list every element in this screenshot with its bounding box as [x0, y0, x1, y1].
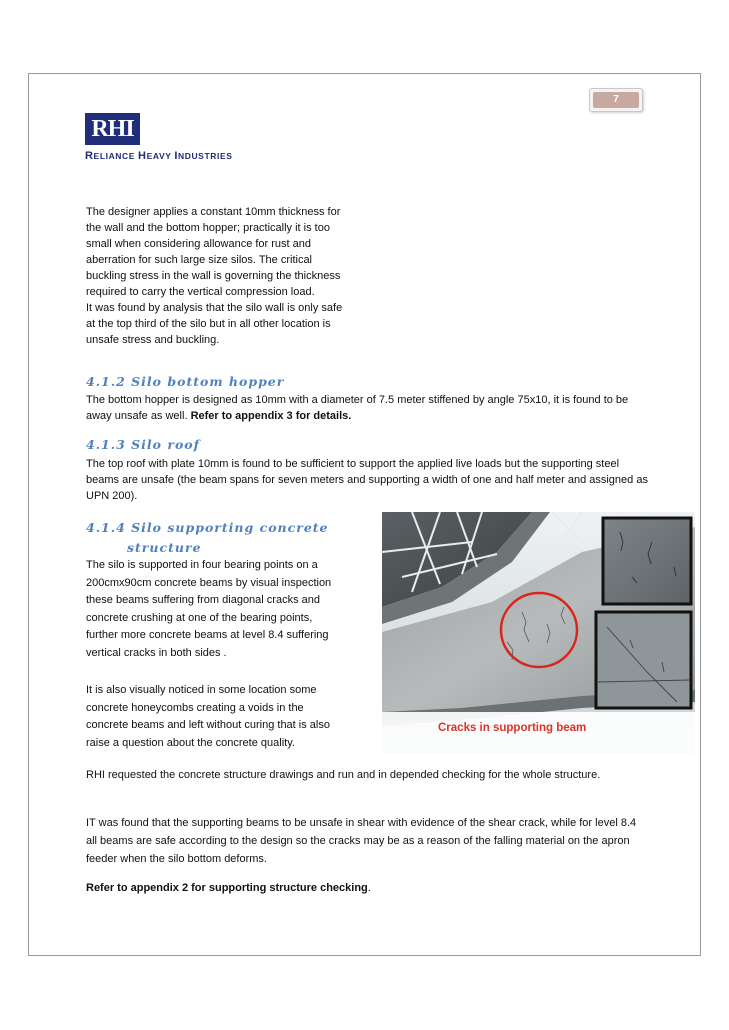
intro-line: at the top third of the silo but in all other location is — [86, 318, 331, 330]
intro-line: It was found by analysis that the silo wall is only safe — [86, 302, 343, 314]
section-4-1-4-para2 — [86, 682, 376, 752]
para-line: 200cmx90cm concrete beams by visual inspection — [86, 576, 332, 589]
para-line: concrete beams and left without curing that is also — [86, 719, 330, 731]
para-line: further more concrete beams at level 8.4 suffering — [86, 629, 329, 641]
heading-4-1-2: 4.1.2 Silo bottom hopper — [86, 374, 285, 389]
photo-caption: Cracks in supporting beam — [438, 722, 587, 734]
intro-line: small when considering allowance for rust and — [86, 238, 312, 250]
para-line: these beams suffering from diagonal cracks and — [86, 594, 320, 606]
para-line: The silo is supported in four bearing points on a — [86, 559, 318, 571]
intro-line: required to carry the vertical compression load. — [86, 286, 315, 298]
para-line: concrete crushing at one of the bearing points, — [86, 611, 313, 624]
heading-4-1-3: 4.1.3 Silo roof — [86, 437, 200, 452]
para-line: It is also visually noticed in some location some — [86, 684, 317, 696]
section-4-1-4-para4: IT was found that the supporting beams to be unsafe in shear with evidence of the shear crack, while for level 8.4 all beams are safe according to the design so the cracks may be as a reason of the falling material on the apron feeder when the silo bottom deforms. — [86, 817, 637, 865]
appendix-2-paragraph: Refer to appendix 2 for supporting structure checking. — [86, 882, 371, 894]
intro-line: the wall and the bottom hopper; practically it is too — [86, 222, 330, 234]
page-number-box — [589, 88, 643, 112]
section-4-1-2-text: The bottom hopper is designed as 10mm with a diameter of 7.5 meter stiffened by angle 75x10, it is found to be away unsafe as well. Refer to appendix 3 for details. — [86, 394, 629, 422]
intro-paragraph — [86, 204, 386, 348]
section-4-1-4-para3: RHI requested the concrete structure drawings and run and in depended checking for the whole structure. — [86, 769, 601, 781]
appendix-2-reference: Refer to appendix 2 for supporting structure checking — [86, 882, 368, 894]
beam-photo-illustration — [382, 512, 695, 754]
para-line: raise a question about the concrete quality. — [86, 736, 295, 749]
intro-line: The designer applies a constant 10mm thickness for — [86, 206, 341, 218]
beam-cracks-photo — [382, 512, 695, 754]
appendix-3-reference: Refer to appendix 3 for details. — [190, 410, 352, 422]
para-line: concrete honeycombs creating a voids in the — [86, 701, 304, 714]
para-line: vertical cracks in both sides . — [86, 646, 227, 659]
intro-line: unsafe stress and buckling. — [86, 334, 220, 346]
logo-name: RELIANCE HEAVY INDUSTRIES — [85, 150, 233, 162]
logo-mark: RHI — [85, 113, 140, 145]
heading-4-1-4: 4.1.4 Silo supporting concrete — [86, 520, 329, 535]
section-4-1-3-text: The top roof with plate 10mm is found to be sufficient to support the applied live loads but the supporting steel beams are unsafe (the beam spans for seven meters and supporting a width of one and half meter and assigned as UPN 200). — [86, 458, 648, 502]
heading-4-1-4-continued: structure — [127, 540, 202, 555]
page-number: 7 — [593, 92, 639, 108]
section-4-1-4-para1 — [86, 557, 376, 662]
intro-line: buckling stress in the wall is governing the thickness — [86, 270, 341, 282]
intro-line: aberration for such large size silos. The critical — [86, 254, 313, 266]
